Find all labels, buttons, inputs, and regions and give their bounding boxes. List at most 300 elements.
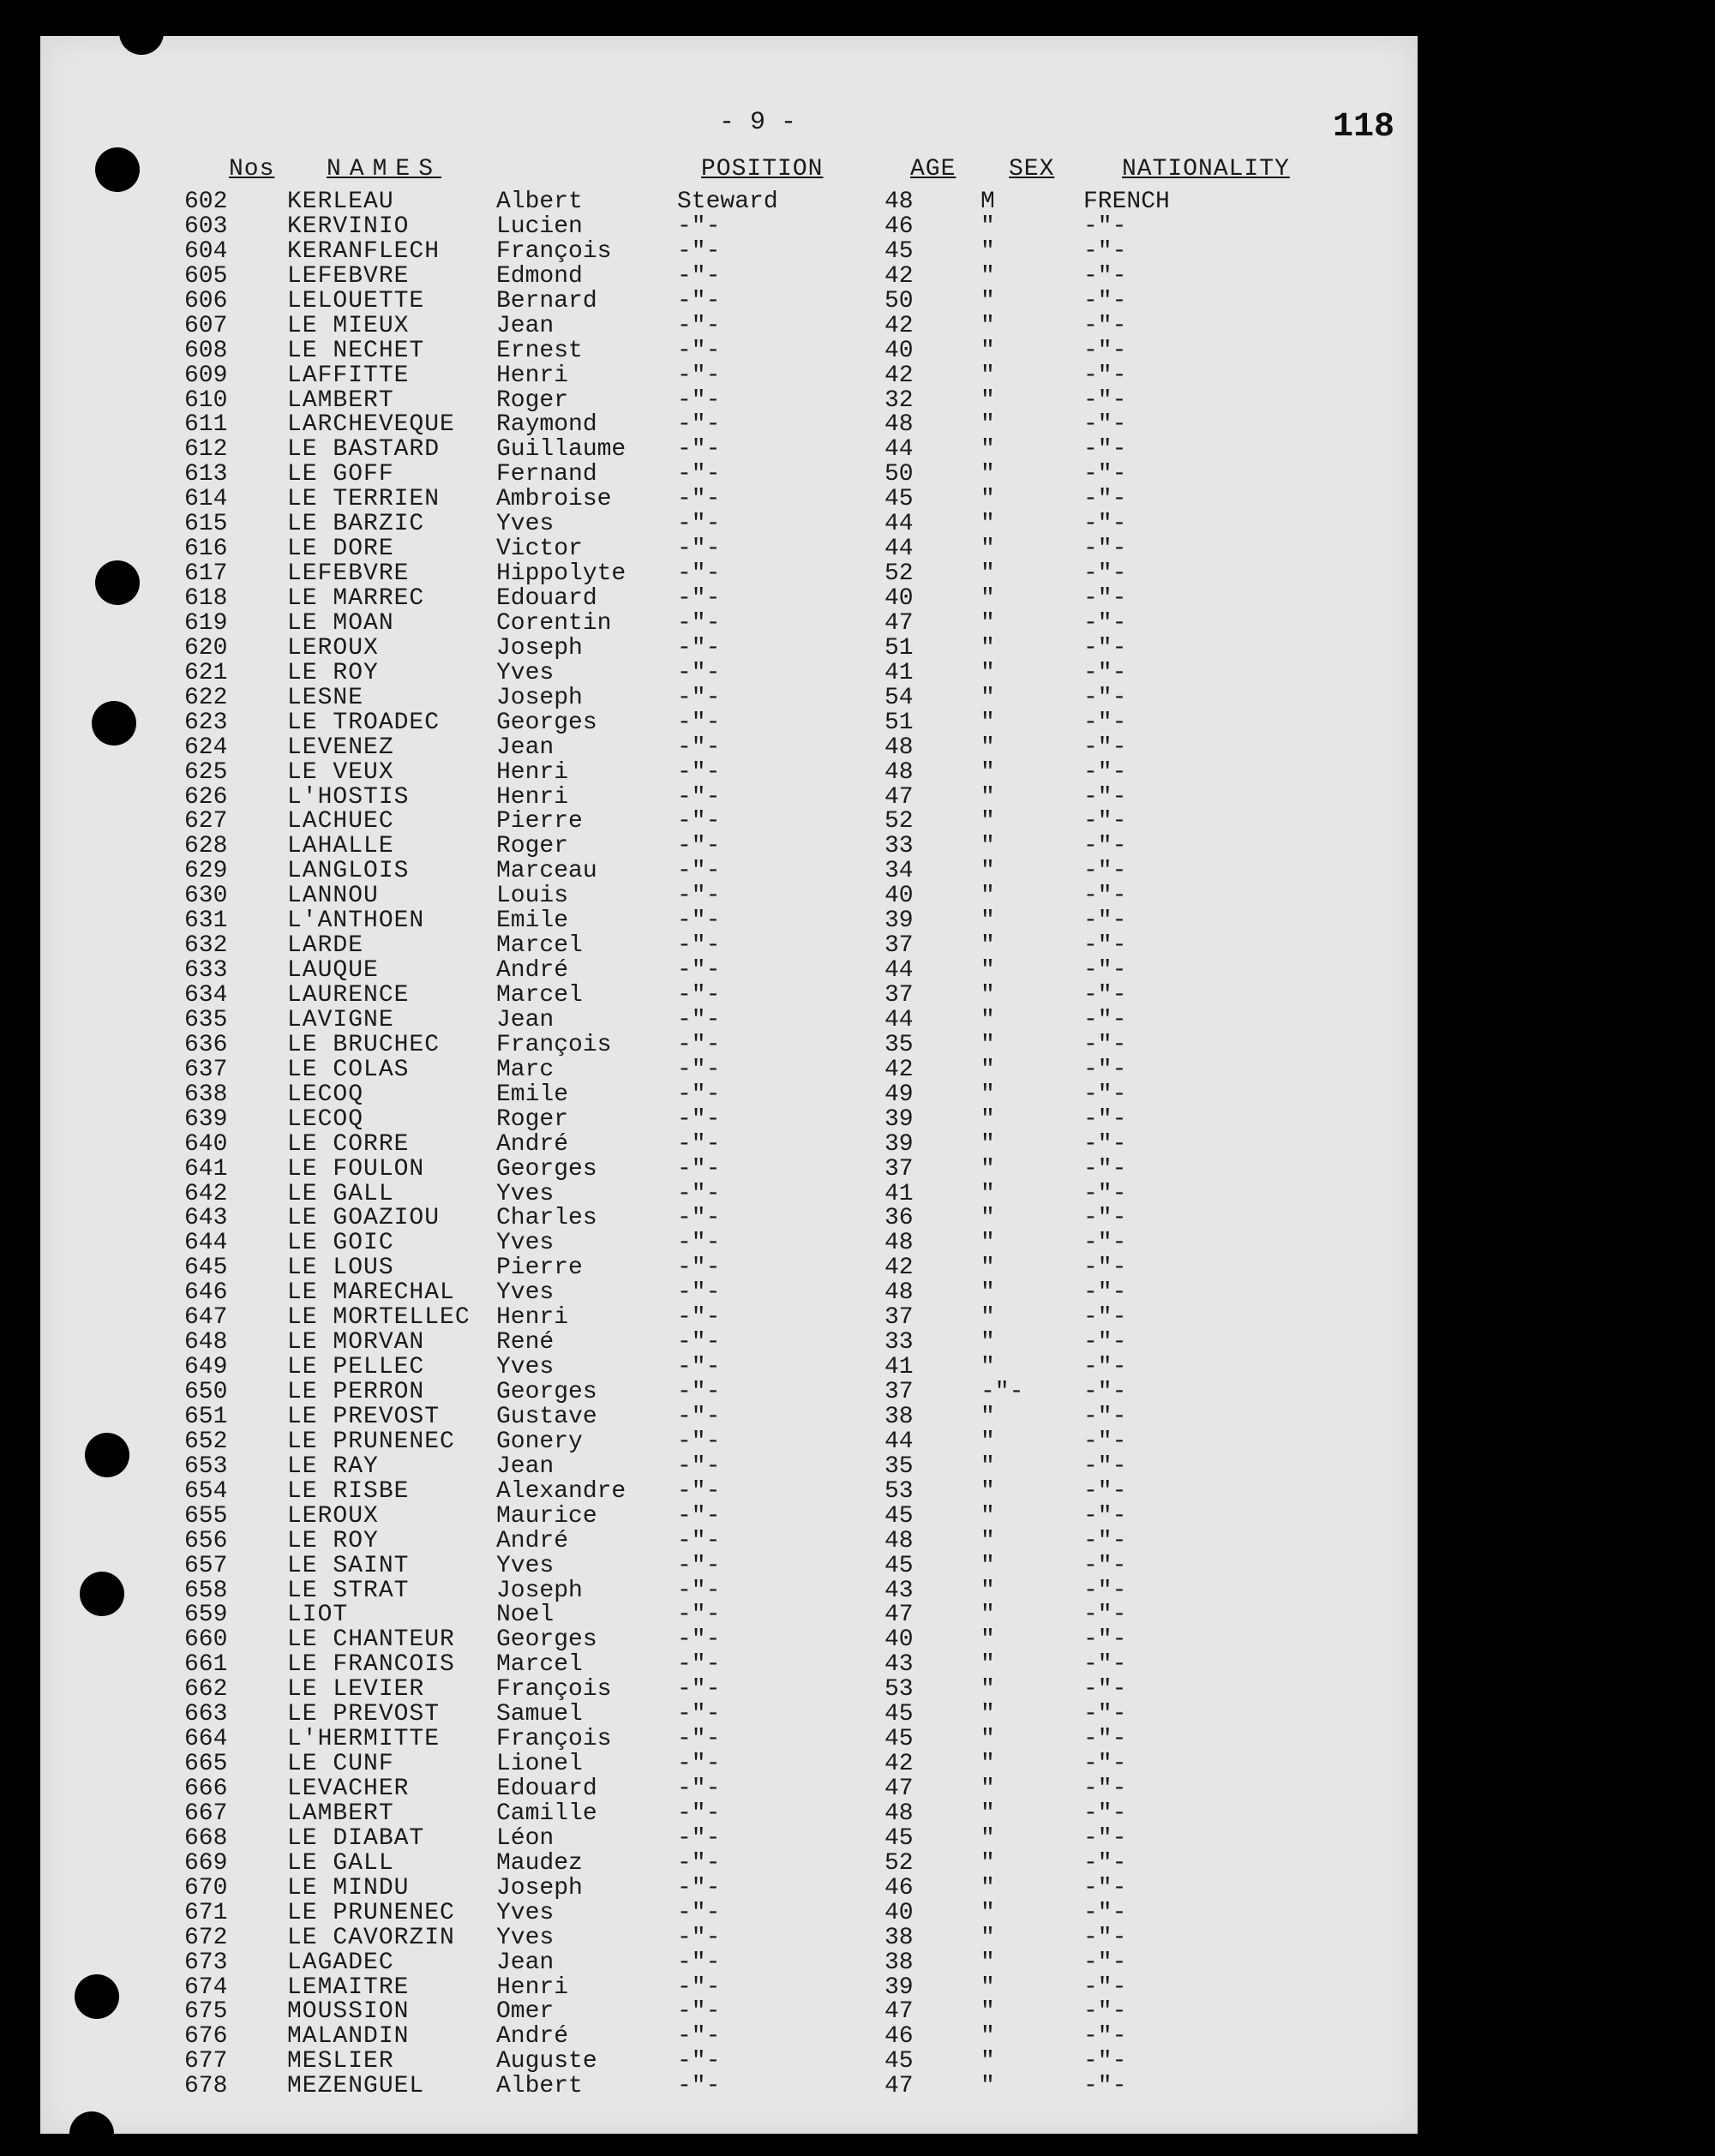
age: 37 xyxy=(884,1155,914,1183)
table-row xyxy=(40,1231,1418,1256)
first-name: Marc xyxy=(496,1056,555,1083)
position: -"- xyxy=(677,1776,721,1802)
sex: " xyxy=(980,1998,995,2026)
sex: " xyxy=(980,536,995,563)
table-row xyxy=(40,1207,1418,1231)
sex: " xyxy=(980,758,995,786)
table-row xyxy=(40,934,1418,959)
surname: LE GALL xyxy=(287,1180,394,1207)
surname: LARDE xyxy=(287,932,364,960)
nationality: -"- xyxy=(1083,1800,1127,1827)
surname: LARCHEVEQUE xyxy=(287,411,455,439)
row-number: 633 xyxy=(184,957,228,985)
sex: " xyxy=(980,734,995,761)
sex: " xyxy=(980,1552,995,1579)
first-name: Marcel xyxy=(496,982,583,1009)
sex: " xyxy=(980,1329,995,1356)
row-number: 636 xyxy=(184,1031,228,1058)
nationality: -"- xyxy=(1083,1428,1127,1455)
sex: " xyxy=(980,1230,995,1257)
position: -"- xyxy=(677,2023,721,2051)
sex: " xyxy=(980,2048,995,2075)
surname: LE PRUNENEC xyxy=(287,1428,455,1455)
first-name: Fernand xyxy=(496,461,597,488)
age: 39 xyxy=(884,1105,914,1133)
position: -"- xyxy=(677,1800,721,1827)
first-name: Gustave xyxy=(496,1403,597,1430)
first-name: Joseph xyxy=(496,1874,583,1901)
position: -"- xyxy=(677,758,721,786)
first-name: Léon xyxy=(496,1824,555,1852)
age: 44 xyxy=(884,1428,914,1455)
row-number: 652 xyxy=(184,1428,228,1455)
age: 47 xyxy=(884,609,914,637)
nationality: -"- xyxy=(1083,1776,1127,1802)
first-name: Henri xyxy=(496,1304,569,1332)
first-name: Emile xyxy=(496,907,569,935)
nationality: -"- xyxy=(1083,1180,1127,1207)
position: -"- xyxy=(677,1081,721,1108)
age: 40 xyxy=(884,883,914,910)
surname: LE PRUNENEC xyxy=(287,1899,455,1926)
first-name: Bernard xyxy=(496,287,597,314)
nationality: -"- xyxy=(1083,1452,1127,1480)
nationality: -"- xyxy=(1083,957,1127,985)
nationality: -"- xyxy=(1083,1998,1127,2026)
position: -"- xyxy=(677,858,721,885)
sex: " xyxy=(980,436,995,464)
surname: LE SAINT xyxy=(287,1552,410,1579)
first-name: Edmond xyxy=(496,262,583,290)
age: 34 xyxy=(884,858,914,885)
row-number: 650 xyxy=(184,1379,228,1405)
surname: LE MARECHAL xyxy=(287,1279,455,1307)
nationality: -"- xyxy=(1083,684,1127,711)
crew-list xyxy=(40,190,1418,2099)
surname: L'HERMITTE xyxy=(287,1726,441,1753)
surname: LE CHANTEUR xyxy=(287,1626,455,1654)
first-name: Edouard xyxy=(496,1776,597,1802)
position: -"- xyxy=(677,1949,721,1976)
first-name: Joseph xyxy=(496,634,583,662)
position: -"- xyxy=(677,1452,721,1480)
age: 45 xyxy=(884,1701,914,1728)
nationality: -"- xyxy=(1083,1726,1127,1753)
nationality: -"- xyxy=(1083,1577,1127,1604)
nationality: -"- xyxy=(1083,858,1127,885)
table-row xyxy=(40,364,1418,389)
row-number: 654 xyxy=(184,1477,228,1505)
binder-hole xyxy=(95,147,140,192)
first-name: Pierre xyxy=(496,1255,583,1282)
position: -"- xyxy=(677,1006,721,1033)
age: 53 xyxy=(884,1676,914,1704)
sex: " xyxy=(980,1205,995,1232)
nationality: -"- xyxy=(1083,659,1127,686)
position: -"- xyxy=(677,337,721,364)
table-row xyxy=(40,1306,1418,1331)
nationality: -"- xyxy=(1083,758,1127,786)
table-row xyxy=(40,1130,1418,1158)
surname: LE DORE xyxy=(287,536,394,563)
table-row xyxy=(40,835,1418,859)
row-number: 635 xyxy=(184,1006,228,1033)
surname: LE FRANCOIS xyxy=(287,1651,455,1679)
sex: " xyxy=(980,1577,995,1604)
surname: LE RISBE xyxy=(287,1477,410,1505)
row-number: 610 xyxy=(184,386,228,414)
sex: " xyxy=(980,1006,995,1033)
first-name: Georges xyxy=(496,1379,597,1405)
position: -"- xyxy=(677,1477,721,1505)
nationality: -"- xyxy=(1083,1329,1127,1356)
surname: KERLEAU xyxy=(287,189,394,215)
table-row xyxy=(40,537,1418,562)
row-number: 634 xyxy=(184,982,228,1009)
nationality: -"- xyxy=(1083,262,1127,290)
nationality: -"- xyxy=(1083,287,1127,314)
position: -"- xyxy=(677,1824,721,1852)
row-number: 618 xyxy=(184,585,228,612)
age: 44 xyxy=(884,436,914,464)
row-number: 677 xyxy=(184,2048,228,2075)
table-row xyxy=(40,1380,1418,1405)
table-row xyxy=(40,1874,1418,1901)
table-row xyxy=(40,562,1418,587)
row-number: 641 xyxy=(184,1155,228,1183)
age: 41 xyxy=(884,1354,914,1381)
nationality: -"- xyxy=(1083,1849,1127,1877)
row-number: 676 xyxy=(184,2023,228,2051)
nationality: -"- xyxy=(1083,1304,1127,1332)
position: -"- xyxy=(677,659,721,686)
nationality: -"- xyxy=(1083,1874,1127,1901)
nationality: -"- xyxy=(1083,1130,1127,1158)
first-name: Yves xyxy=(496,1552,555,1579)
row-number: 622 xyxy=(184,684,228,711)
position: -"- xyxy=(677,1602,721,1629)
row-number: 612 xyxy=(184,436,228,464)
age: 47 xyxy=(884,783,914,811)
sex: " xyxy=(980,982,995,1009)
position: -"- xyxy=(677,1676,721,1704)
nationality: -"- xyxy=(1083,709,1127,736)
age: 37 xyxy=(884,1379,914,1405)
position: -"- xyxy=(677,213,721,240)
nationality: -"- xyxy=(1083,312,1127,339)
age: 35 xyxy=(884,1452,914,1480)
position: -"- xyxy=(677,1279,721,1307)
age: 50 xyxy=(884,287,914,314)
sex: " xyxy=(980,858,995,885)
surname: LEROUX xyxy=(287,634,379,662)
table-row xyxy=(40,736,1418,761)
table-row xyxy=(40,711,1418,736)
position: -"- xyxy=(677,1651,721,1679)
table-row xyxy=(40,1849,1418,1877)
position: -"- xyxy=(677,1899,721,1926)
age: 40 xyxy=(884,585,914,612)
surname: LIOT xyxy=(287,1602,349,1629)
age: 43 xyxy=(884,1577,914,1604)
table-row xyxy=(40,959,1418,984)
sex: " xyxy=(980,659,995,686)
position: -"- xyxy=(677,1527,721,1554)
first-name: Joseph xyxy=(496,684,583,711)
surname: L'ANTHOEN xyxy=(287,907,425,935)
nationality: -"- xyxy=(1083,1502,1127,1530)
table-row xyxy=(40,1477,1418,1505)
row-number: 659 xyxy=(184,1602,228,1629)
row-number: 614 xyxy=(184,486,228,513)
surname: LE RAY xyxy=(287,1452,379,1480)
position: -"- xyxy=(677,1998,721,2026)
table-row xyxy=(40,587,1418,612)
age: 48 xyxy=(884,1279,914,1307)
table-row xyxy=(40,1256,1418,1281)
first-name: Emile xyxy=(496,1081,569,1108)
position: -"- xyxy=(677,486,721,513)
table-row xyxy=(40,1281,1418,1306)
table-row xyxy=(40,1703,1418,1728)
position: -"- xyxy=(677,237,721,265)
table-row xyxy=(40,1579,1418,1604)
nationality: -"- xyxy=(1083,783,1127,811)
age: 39 xyxy=(884,907,914,935)
row-number: 655 xyxy=(184,1502,228,1530)
position: -"- xyxy=(677,386,721,414)
age: 44 xyxy=(884,1006,914,1033)
position: -"- xyxy=(677,560,721,588)
first-name: André xyxy=(496,2023,569,2051)
row-number: 643 xyxy=(184,1205,228,1232)
age: 50 xyxy=(884,461,914,488)
surname: LAVIGNE xyxy=(287,1006,394,1033)
first-name: François xyxy=(496,1676,612,1704)
first-name: André xyxy=(496,957,569,985)
nationality: -"- xyxy=(1083,511,1127,538)
table-row xyxy=(40,1973,1418,2001)
first-name: Edouard xyxy=(496,585,597,612)
sex: " xyxy=(980,1056,995,1083)
table-row xyxy=(40,413,1418,438)
first-name: Yves xyxy=(496,1924,555,1951)
surname: LE GOAZIOU xyxy=(287,1205,441,1232)
table-row xyxy=(40,237,1418,265)
position: -"- xyxy=(677,1726,721,1753)
nationality: -"- xyxy=(1083,1205,1127,1232)
nationality: -"- xyxy=(1083,1899,1127,1926)
age: 44 xyxy=(884,957,914,985)
position: -"- xyxy=(677,907,721,935)
row-number: 640 xyxy=(184,1130,228,1158)
nationality: -"- xyxy=(1083,1824,1127,1852)
sex: " xyxy=(980,1255,995,1282)
surname: MESLIER xyxy=(287,2048,394,2075)
surname: LE BARZIC xyxy=(287,511,425,538)
first-name: François xyxy=(496,1031,612,1058)
table-row xyxy=(40,1678,1418,1703)
sex: " xyxy=(980,1824,995,1852)
row-number: 629 xyxy=(184,858,228,885)
surname: LE MOAN xyxy=(287,609,394,637)
surname: LANNOU xyxy=(287,883,379,910)
binder-hole xyxy=(69,2111,114,2156)
age: 41 xyxy=(884,659,914,686)
sex: " xyxy=(980,808,995,835)
age: 44 xyxy=(884,511,914,538)
table-row xyxy=(40,810,1418,835)
table-row xyxy=(40,1155,1418,1183)
age: 46 xyxy=(884,213,914,240)
row-number: 637 xyxy=(184,1056,228,1083)
sex: " xyxy=(980,1676,995,1704)
position: -"- xyxy=(677,1379,721,1405)
table-row xyxy=(40,1752,1418,1777)
row-number: 609 xyxy=(184,362,228,389)
sex: " xyxy=(980,1477,995,1505)
row-number: 667 xyxy=(184,1800,228,1827)
surname: LEMAITRE xyxy=(287,1973,410,2001)
position: -"- xyxy=(677,1329,721,1356)
binder-hole xyxy=(119,10,164,55)
nationality: -"- xyxy=(1083,1626,1127,1654)
sex: " xyxy=(980,1452,995,1480)
surname: LE TERRIEN xyxy=(287,486,441,513)
surname: LE CORRE xyxy=(287,1130,410,1158)
sex: " xyxy=(980,1081,995,1108)
first-name: Maudez xyxy=(496,1849,583,1877)
table-row xyxy=(40,1033,1418,1058)
age: 42 xyxy=(884,1255,914,1282)
table-row xyxy=(40,1331,1418,1356)
sex: " xyxy=(980,1701,995,1728)
sex: " xyxy=(980,1949,995,1976)
table-row xyxy=(40,1653,1418,1678)
table-row xyxy=(40,1105,1418,1133)
surname: LE PREVOST xyxy=(287,1701,441,1728)
table-row xyxy=(40,2025,1418,2050)
sex: " xyxy=(980,2023,995,2051)
sex: " xyxy=(980,1155,995,1183)
position: -"- xyxy=(677,1626,721,1654)
surname: KERVINIO xyxy=(287,213,410,240)
first-name: François xyxy=(496,237,612,265)
sex: " xyxy=(980,907,995,935)
surname: LECOQ xyxy=(287,1105,364,1133)
nationality: -"- xyxy=(1083,237,1127,265)
position: -"- xyxy=(677,684,721,711)
nationality: -"- xyxy=(1083,411,1127,439)
first-name: Guillaume xyxy=(496,436,627,464)
surname: LE CAVORZIN xyxy=(287,1924,455,1951)
nationality: -"- xyxy=(1083,337,1127,364)
sex: " xyxy=(980,1527,995,1554)
nationality: -"- xyxy=(1083,362,1127,389)
first-name: Pierre xyxy=(496,808,583,835)
surname: LAMBERT xyxy=(287,1800,394,1827)
nationality: -"- xyxy=(1083,1155,1127,1183)
surname: LE MINDU xyxy=(287,1874,410,1901)
table-row xyxy=(40,488,1418,512)
sex: " xyxy=(980,1973,995,2001)
row-number: 615 xyxy=(184,511,228,538)
age: 42 xyxy=(884,1056,914,1083)
surname: LE LEVIER xyxy=(287,1676,425,1704)
row-number: 627 xyxy=(184,808,228,835)
first-name: Joseph xyxy=(496,1577,583,1604)
surname: LEVACHER xyxy=(287,1776,410,1802)
header-nationality: NATIONALITY xyxy=(1122,156,1290,183)
surname: LEVENEZ xyxy=(287,734,394,761)
nationality: -"- xyxy=(1083,1105,1127,1133)
first-name: Jean xyxy=(496,1006,555,1033)
header-names: NAMES xyxy=(327,156,442,183)
position: -"- xyxy=(677,262,721,290)
sex: " xyxy=(980,1031,995,1058)
age: 42 xyxy=(884,1751,914,1778)
table-row xyxy=(40,984,1418,1009)
nationality: -"- xyxy=(1083,833,1127,860)
surname: LE PERRON xyxy=(287,1379,425,1405)
first-name: Yves xyxy=(496,511,555,538)
first-name: Albert xyxy=(496,2073,583,2100)
position: -"- xyxy=(677,957,721,985)
age: 33 xyxy=(884,1329,914,1356)
age: 39 xyxy=(884,1973,914,2001)
row-number: 605 xyxy=(184,262,228,290)
age: 37 xyxy=(884,932,914,960)
table-row xyxy=(40,1006,1418,1033)
sex: " xyxy=(980,883,995,910)
position: -"- xyxy=(677,2073,721,2100)
sex: " xyxy=(980,783,995,811)
row-number: 613 xyxy=(184,461,228,488)
row-number: 646 xyxy=(184,1279,228,1307)
table-row xyxy=(40,634,1418,662)
position: -"- xyxy=(677,1255,721,1282)
row-number: 660 xyxy=(184,1626,228,1654)
table-row xyxy=(40,859,1418,884)
age: 48 xyxy=(884,411,914,439)
table-row xyxy=(40,1777,1418,1802)
first-name: Raymond xyxy=(496,411,597,439)
nationality: -"- xyxy=(1083,560,1127,588)
table-row xyxy=(40,1452,1418,1480)
first-name: Hippolyte xyxy=(496,560,627,588)
first-name: Henri xyxy=(496,783,569,811)
surname: LAFFITTE xyxy=(287,362,410,389)
table-row xyxy=(40,2000,1418,2025)
row-number: 625 xyxy=(184,758,228,786)
first-name: Henri xyxy=(496,758,569,786)
row-number: 607 xyxy=(184,312,228,339)
nationality: -"- xyxy=(1083,883,1127,910)
sex: " xyxy=(980,1105,995,1133)
sex: " xyxy=(980,1849,995,1877)
position: -"- xyxy=(677,411,721,439)
position: -"- xyxy=(677,833,721,860)
position: -"- xyxy=(677,709,721,736)
table-row xyxy=(40,215,1418,240)
position: -"- xyxy=(677,1552,721,1579)
row-number: 649 xyxy=(184,1354,228,1381)
first-name: René xyxy=(496,1329,555,1356)
position: -"- xyxy=(677,536,721,563)
age: 48 xyxy=(884,189,914,215)
surname: LE MORTELLEC xyxy=(287,1304,471,1332)
row-number: 669 xyxy=(184,1849,228,1877)
